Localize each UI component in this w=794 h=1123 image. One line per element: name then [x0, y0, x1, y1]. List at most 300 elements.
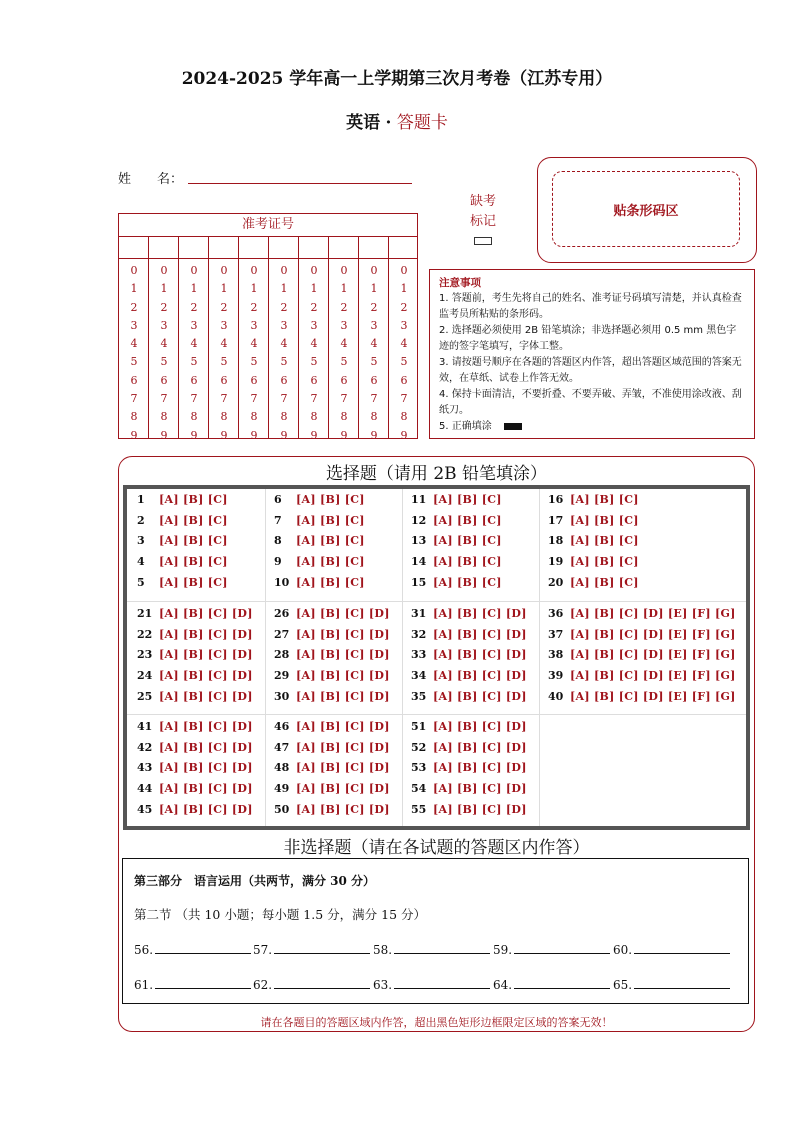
grid-column-divider — [265, 489, 266, 826]
question-number: 46 — [274, 720, 290, 733]
ticket-digit-bubble[interactable]: 3 — [340, 318, 348, 332]
question-row — [548, 576, 639, 589]
question-number: 28 — [274, 648, 290, 662]
ticket-digit-bubble[interactable]: 3 — [370, 318, 378, 332]
notes-title: 注意事项 — [439, 277, 481, 289]
question-row — [411, 782, 527, 795]
question-number: 39 — [548, 669, 564, 683]
question-number: 33 — [411, 648, 427, 662]
card-type-label: 答题卡 — [396, 113, 448, 133]
ticket-digit-bubble[interactable]: 6 — [220, 373, 228, 387]
blank-number: 57. — [253, 943, 273, 957]
question-row — [274, 690, 390, 703]
question-row — [411, 761, 527, 774]
ticket-digit-bubble[interactable]: 0 — [220, 264, 228, 277]
ticket-digit-bubble[interactable]: 1 — [400, 282, 408, 296]
question-number: 52 — [411, 740, 427, 754]
question-number: 29 — [274, 669, 290, 683]
ticket-digit-column — [209, 262, 239, 445]
ticket-digit-bubble[interactable]: 0 — [160, 264, 168, 277]
absent-mark-box[interactable] — [474, 237, 492, 245]
question-row — [548, 534, 639, 547]
ticket-digit-bubble[interactable]: 9 — [250, 428, 258, 442]
ticket-digit-bubble[interactable]: 1 — [310, 282, 318, 296]
question-row — [274, 741, 390, 754]
answer-options[interactable]: [A] [B] [C] [D] — [159, 802, 253, 816]
question-number: 4 — [137, 555, 145, 569]
ticket-digit-bubble[interactable]: 7 — [310, 392, 318, 406]
question-number: 18 — [548, 534, 564, 548]
subject-label: 英语 — [346, 113, 381, 133]
question-row — [137, 669, 253, 682]
blank-number: 58. — [373, 943, 393, 957]
correct-fill-example — [504, 423, 522, 430]
ticket-digit-bubble[interactable]: 8 — [250, 410, 258, 424]
question-row — [548, 690, 736, 703]
question-number: 15 — [411, 575, 427, 589]
ticket-digit-bubble[interactable]: 1 — [190, 282, 198, 296]
footer-warning: 请在各题目的答题区域内作答，超出黑色矩形边框限定区域的答案无效！ — [260, 1016, 613, 1029]
ticket-digit-bubble[interactable]: 8 — [160, 410, 168, 424]
ticket-digit-bubble[interactable]: 6 — [310, 373, 318, 387]
ticket-digit-bubble[interactable]: 4 — [400, 337, 408, 351]
answer-options[interactable]: [A] [B] [C] — [433, 513, 502, 527]
ticket-digit-column — [389, 262, 419, 445]
question-row — [274, 493, 365, 506]
question-row — [274, 576, 365, 589]
answer-options[interactable]: [A] [B] [C] [D] — [159, 761, 253, 775]
answer-options[interactable]: [A] [B] [C] — [159, 493, 228, 506]
ticket-digit-bubble[interactable]: 8 — [130, 410, 138, 424]
ticket-digit-bubble[interactable]: 2 — [370, 300, 378, 314]
section2-heading: 第二节 （共 10 小题；每小题 1.5 分，满分 15 分） — [134, 907, 427, 922]
ticket-digit-bubble[interactable]: 5 — [370, 355, 378, 369]
answer-options[interactable]: [A] [B] [C] [D] — [296, 648, 390, 662]
blank-number: 60. — [613, 943, 633, 957]
answer-options[interactable]: [A] [B] [C] [D] — [296, 669, 390, 683]
question-row — [137, 803, 253, 816]
ticket-digit-column — [359, 262, 389, 445]
answer-options[interactable]: [A] [B] [C] — [570, 575, 639, 589]
ticket-digit-bubble[interactable]: 9 — [280, 428, 288, 442]
ticket-digit-bubble[interactable]: 2 — [400, 300, 408, 314]
ticket-digit-bubble[interactable]: 9 — [400, 428, 408, 442]
ticket-digit-bubble[interactable]: 2 — [160, 300, 168, 314]
answer-options[interactable]: [A] [B] [C] — [570, 534, 639, 548]
answer-options[interactable]: [A] [B] [C] [D] — [433, 648, 527, 662]
ticket-digit-column — [269, 262, 299, 445]
question-number: 12 — [411, 513, 427, 527]
ticket-digit-bubble[interactable]: 9 — [160, 428, 168, 442]
question-number: 36 — [548, 607, 564, 620]
question-row — [548, 555, 639, 568]
answer-options[interactable]: [A] [B] [C] — [296, 575, 365, 589]
ticket-digit-bubble[interactable]: 7 — [400, 392, 408, 406]
ticket-digit-bubble[interactable]: 0 — [340, 264, 348, 277]
ticket-digit-bubble[interactable]: 3 — [190, 318, 198, 332]
grid-row-divider — [127, 601, 746, 602]
ticket-digit-bubble[interactable]: 7 — [340, 392, 348, 406]
question-row — [411, 555, 502, 568]
ticket-digit-bubble[interactable]: 2 — [310, 300, 318, 314]
answer-options[interactable]: [A] [B] [C] — [570, 555, 639, 569]
ticket-digit-bubble[interactable]: 0 — [370, 264, 378, 277]
answer-options[interactable]: [A] [B] [C] [D] [E] [F] [G] — [570, 648, 736, 662]
ticket-digit-bubble[interactable]: 0 — [250, 264, 258, 277]
ticket-digit-bubble[interactable]: 2 — [190, 300, 198, 314]
answer-options[interactable]: [A] [B] [C] — [433, 493, 502, 506]
question-row — [274, 514, 365, 527]
question-number: 35 — [411, 689, 427, 703]
ticket-digit-bubble[interactable]: 8 — [220, 410, 228, 424]
ticket-digit-bubble[interactable]: 4 — [370, 337, 378, 351]
answer-options[interactable]: [A] [B] [C] [D] — [433, 689, 527, 703]
ticket-digit-bubble[interactable]: 7 — [250, 392, 258, 406]
answer-options[interactable]: [A] [B] [C] — [433, 575, 502, 589]
answer-options[interactable]: [A] [B] [C] [D] — [433, 802, 527, 816]
choice-heading: 选择题（请用 2B 铅笔填涂） — [325, 464, 548, 484]
nonchoice-heading: 非选择题（请在各试题的答题区内作答） — [283, 838, 590, 858]
ticket-digit-bubble[interactable]: 3 — [220, 318, 228, 332]
question-row — [137, 607, 253, 620]
ticket-digit-bubble[interactable]: 6 — [370, 373, 378, 387]
answer-options[interactable]: [A] [B] [C] — [296, 513, 365, 527]
ticket-digit-bubble[interactable]: 8 — [340, 410, 348, 424]
blank-number: 61. — [134, 978, 154, 992]
blank-line[interactable] — [155, 941, 251, 954]
notes-box — [429, 269, 755, 439]
ticket-digit-bubble[interactable]: 6 — [160, 373, 168, 387]
ticket-digit-bubble[interactable]: 4 — [340, 337, 348, 351]
blank-line[interactable] — [394, 976, 490, 989]
ticket-digit-bubble[interactable]: 2 — [280, 300, 288, 314]
blank-line[interactable] — [634, 976, 730, 989]
ticket-digit-bubble[interactable]: 3 — [280, 318, 288, 332]
question-row — [274, 803, 390, 816]
question-number: 32 — [411, 627, 427, 641]
ticket-digit-bubble[interactable]: 9 — [220, 428, 228, 442]
answer-options[interactable]: [A] [B] [C] [D] — [159, 648, 253, 662]
ticket-number-grid — [118, 213, 418, 442]
question-number: 49 — [274, 782, 290, 796]
ticket-digit-bubble[interactable]: 0 — [400, 264, 408, 277]
ticket-digit-bubble[interactable]: 5 — [160, 355, 168, 369]
question-row — [137, 741, 253, 754]
grid-column-divider — [539, 489, 540, 826]
ticket-digit-bubble[interactable]: 6 — [130, 373, 138, 387]
ticket-digit-bubble[interactable]: 1 — [340, 282, 348, 296]
answer-options[interactable]: [A] [B] [C] [D] — [296, 802, 390, 816]
answer-options[interactable]: [A] [B] [C] [D] — [159, 720, 253, 733]
question-row — [137, 555, 228, 568]
question-number: 53 — [411, 761, 427, 775]
ticket-digit-bubble[interactable]: 3 — [160, 318, 168, 332]
ticket-digit-bubble[interactable]: 7 — [220, 392, 228, 406]
ticket-digit-bubble[interactable]: 1 — [160, 282, 168, 296]
answer-options[interactable]: [A] [B] [C] [D] — [433, 720, 527, 733]
ticket-digit-bubble[interactable]: 8 — [400, 410, 408, 424]
question-number: 48 — [274, 761, 290, 775]
ticket-digit-bubble[interactable]: 2 — [130, 300, 138, 314]
blank-number: 64. — [493, 978, 513, 992]
ticket-digit-bubble[interactable]: 6 — [280, 373, 288, 387]
ticket-digit-bubble[interactable]: 8 — [310, 410, 318, 424]
question-number: 25 — [137, 689, 153, 703]
answer-blank — [373, 976, 490, 992]
question-number: 23 — [137, 648, 153, 662]
ticket-digit-bubble[interactable]: 4 — [250, 337, 258, 351]
answer-options[interactable]: [A] [B] [C] — [570, 513, 639, 527]
question-number: 41 — [137, 720, 153, 733]
question-row — [274, 534, 365, 547]
question-row — [548, 628, 736, 641]
name-label: 姓 名： — [118, 172, 184, 187]
question-number: 13 — [411, 534, 427, 548]
part3-heading: 第三部分 语言运用（共两节，满分 30 分） — [134, 874, 376, 888]
question-number: 3 — [137, 534, 145, 548]
grid-column-divider — [402, 489, 403, 826]
ticket-digit-bubble[interactable]: 5 — [220, 355, 228, 369]
question-row — [137, 690, 253, 703]
question-row — [137, 628, 253, 641]
blank-line[interactable] — [274, 976, 370, 989]
question-row — [411, 607, 527, 620]
ticket-digit-bubble[interactable]: 1 — [370, 282, 378, 296]
absent-line1: 缺考 — [469, 194, 496, 209]
question-number: 5 — [137, 575, 145, 589]
answer-options[interactable]: [A] [B] [C] [D] — [296, 761, 390, 775]
question-number: 14 — [411, 555, 427, 569]
ticket-digit-bubble[interactable]: 5 — [280, 355, 288, 369]
answer-options[interactable]: [A] [B] [C] — [433, 555, 502, 569]
answer-options[interactable]: [A] [B] [C] — [296, 534, 365, 548]
question-row — [274, 782, 390, 795]
ticket-digit-bubble[interactable]: 0 — [130, 264, 138, 277]
question-number: 54 — [411, 782, 427, 796]
ticket-digit-bubble[interactable]: 3 — [400, 318, 408, 332]
question-number: 47 — [274, 740, 290, 754]
answer-options[interactable]: [A] [B] [C] [D] — [296, 782, 390, 796]
question-row — [274, 720, 390, 733]
question-number: 40 — [548, 689, 564, 703]
ticket-digit-bubble[interactable]: 5 — [400, 355, 408, 369]
ticket-digit-bubble[interactable]: 4 — [130, 337, 138, 351]
question-row — [137, 761, 253, 774]
question-number: 42 — [137, 740, 153, 754]
ticket-digit-bubble[interactable]: 2 — [340, 300, 348, 314]
question-number: 30 — [274, 689, 290, 703]
answer-options[interactable]: [A] [B] [C] — [296, 493, 365, 506]
note-item: 3. 请按题号顺序在各题的答题区内作答，超出答题区域范围的答案无效，在草纸、试卷上作答无效。 — [439, 357, 742, 384]
ticket-digit-bubble[interactable]: 3 — [310, 318, 318, 332]
ticket-digit-column — [149, 262, 179, 445]
ticket-digit-column — [179, 262, 209, 445]
blank-number: 59. — [493, 943, 513, 957]
question-number: 50 — [274, 802, 290, 816]
answer-options[interactable]: [A] [B] [C] [D] — [159, 669, 253, 683]
ticket-digit-bubble[interactable]: 6 — [340, 373, 348, 387]
blank-line[interactable] — [155, 976, 251, 989]
ticket-digit-bubble[interactable]: 4 — [280, 337, 288, 351]
ticket-digit-bubble[interactable]: 5 — [190, 355, 198, 369]
ticket-digit-bubble[interactable]: 7 — [160, 392, 168, 406]
question-row — [548, 607, 736, 620]
answer-options[interactable]: [A] [B] [C] [D] — [433, 669, 527, 683]
answer-options[interactable]: [A] [B] [C] [D] — [433, 782, 527, 796]
question-number: 27 — [274, 627, 290, 641]
question-row — [411, 534, 502, 547]
answer-options[interactable]: [A] [B] [C] [D] — [296, 607, 390, 620]
answer-options[interactable]: [A] [B] [C] [D] [E] [F] [G] — [570, 689, 736, 703]
ticket-digit-bubble[interactable]: 2 — [250, 300, 258, 314]
answer-options[interactable]: [A] [B] [C] — [433, 534, 502, 548]
ticket-digit-bubble[interactable]: 0 — [310, 264, 318, 277]
question-number: 10 — [274, 575, 290, 589]
question-number: 51 — [411, 720, 427, 733]
answer-options[interactable]: [A] [B] [C] — [159, 555, 228, 569]
answer-options[interactable]: [A] [B] [C] [D] [E] [F] [G] — [570, 607, 736, 620]
question-number: 19 — [548, 555, 564, 569]
answer-options[interactable]: [A] [B] [C] [D] — [296, 720, 390, 733]
answer-options[interactable]: [A] [B] [C] [D] — [296, 689, 390, 703]
ticket-digit-bubble[interactable]: 4 — [160, 337, 168, 351]
ticket-digit-bubble[interactable]: 6 — [400, 373, 408, 387]
question-row — [411, 803, 527, 816]
ticket-digit-bubble[interactable]: 6 — [190, 373, 198, 387]
question-row — [411, 669, 527, 682]
answer-options[interactable]: [A] [B] [C] — [159, 575, 228, 589]
ticket-digit-bubble[interactable]: 8 — [190, 410, 198, 424]
question-row — [411, 576, 502, 589]
ticket-digit-bubble[interactable]: 8 — [370, 410, 378, 424]
question-number: 22 — [137, 627, 153, 641]
ticket-digit-bubble[interactable]: 4 — [190, 337, 198, 351]
ticket-digit-bubble[interactable]: 6 — [250, 373, 258, 387]
question-row — [548, 648, 736, 661]
ticket-digit-bubble[interactable]: 7 — [190, 392, 198, 406]
question-row — [274, 628, 390, 641]
ticket-digit-bubble[interactable]: 5 — [250, 355, 258, 369]
blank-line[interactable] — [514, 976, 610, 989]
answer-options[interactable]: [A] [B] [C] — [159, 534, 228, 548]
answer-options[interactable]: [A] [B] [C] [D] — [433, 761, 527, 775]
ticket-digit-bubble[interactable]: 7 — [370, 392, 378, 406]
answer-options[interactable]: [A] [B] [C] [D] — [159, 782, 253, 796]
ticket-digit-bubble[interactable]: 5 — [310, 355, 318, 369]
blank-number: 56. — [134, 943, 154, 957]
ticket-digit-bubble[interactable]: 8 — [280, 410, 288, 424]
ticket-digit-bubble[interactable]: 1 — [280, 282, 288, 296]
answer-options[interactable]: [A] [B] [C] [D] [E] [F] [G] — [570, 669, 736, 683]
ticket-digit-bubble[interactable]: 0 — [280, 264, 288, 277]
answer-blank — [493, 976, 610, 992]
ticket-digit-column — [239, 262, 269, 445]
question-row — [548, 669, 736, 682]
answer-options[interactable]: [A] [B] [C] [D] — [296, 740, 390, 754]
ticket-digit-bubble[interactable]: 2 — [220, 300, 228, 314]
ticket-digit-bubble[interactable]: 9 — [340, 428, 348, 442]
answer-blank — [373, 941, 490, 957]
ticket-digit-bubble[interactable]: 1 — [130, 282, 138, 296]
page-subtitle — [0, 108, 794, 133]
question-row — [137, 534, 228, 547]
grid-row-divider — [127, 714, 746, 715]
question-number: 8 — [274, 534, 282, 548]
answer-options[interactable]: [A] [B] [C] [D] — [296, 627, 390, 641]
blank-line[interactable] — [394, 941, 490, 954]
ticket-digit-bubble[interactable]: 5 — [130, 355, 138, 369]
question-number: 17 — [548, 513, 564, 527]
answer-options[interactable]: [A] [B] [C] [D] — [159, 689, 253, 703]
question-row — [137, 576, 228, 589]
ticket-digit-bubble[interactable]: 0 — [190, 264, 198, 277]
note-item: 2. 选择题必须使用 2B 铅笔填涂；非选择题必须用 0.5 mm 黑色字迹的签字笔填写，字体工整。 — [439, 325, 737, 352]
answer-options[interactable]: [A] [B] [C] — [296, 555, 365, 569]
ticket-digit-bubble[interactable]: 9 — [370, 428, 378, 442]
question-row — [274, 669, 390, 682]
blank-number: 62. — [253, 978, 273, 992]
ticket-digit-bubble[interactable]: 9 — [310, 428, 318, 442]
ticket-digit-bubble[interactable]: 4 — [220, 337, 228, 351]
answer-options[interactable]: [A] [B] [C] [D] — [159, 740, 253, 754]
ticket-digit-bubble[interactable]: 1 — [220, 282, 228, 296]
ticket-digit-bubble[interactable]: 7 — [280, 392, 288, 406]
name-field[interactable] — [188, 183, 412, 184]
ticket-digit-bubble[interactable]: 7 — [130, 392, 138, 406]
question-row — [411, 720, 527, 733]
ticket-digit-column — [119, 262, 149, 445]
blank-line[interactable] — [274, 941, 370, 954]
ticket-digit-bubble[interactable]: 5 — [340, 355, 348, 369]
answer-blank — [134, 941, 251, 957]
question-number: 7 — [274, 513, 282, 527]
ticket-digit-bubble[interactable]: 1 — [250, 282, 258, 296]
ticket-digit-bubble[interactable]: 9 — [130, 428, 138, 442]
question-number: 2 — [137, 513, 145, 527]
question-number: 31 — [411, 607, 427, 620]
question-number: 38 — [548, 648, 564, 662]
answer-options[interactable]: [A] [B] [C] — [570, 493, 639, 506]
ticket-digit-bubble[interactable]: 3 — [130, 318, 138, 332]
blank-line[interactable] — [514, 941, 610, 954]
answer-blank — [253, 941, 370, 957]
ticket-digit-bubble[interactable]: 9 — [190, 428, 198, 442]
question-number: 37 — [548, 627, 564, 641]
question-number: 9 — [274, 555, 282, 569]
answer-options[interactable]: [A] [B] [C] — [159, 513, 228, 527]
answer-blank — [493, 941, 610, 957]
answer-options[interactable]: [A] [B] [C] [D] — [433, 607, 527, 620]
ticket-digit-bubble[interactable]: 3 — [250, 318, 258, 332]
question-number: 45 — [137, 802, 153, 816]
question-row — [411, 741, 527, 754]
answer-options[interactable]: [A] [B] [C] [D] [E] [F] [G] — [570, 627, 736, 641]
blank-line[interactable] — [634, 941, 730, 954]
question-number: 44 — [137, 782, 153, 796]
answer-options[interactable]: [A] [B] [C] [D] — [159, 627, 253, 641]
answer-options[interactable]: [A] [B] [C] [D] — [159, 607, 253, 620]
question-number: 26 — [274, 607, 290, 620]
question-number: 6 — [274, 493, 282, 506]
note-item: 1. 答题前，考生先将自己的姓名、准考证号码填写清楚，并认真检查监考员所粘贴的条形码。 — [439, 293, 742, 320]
question-number: 21 — [137, 607, 153, 620]
ticket-digit-column — [299, 262, 329, 445]
ticket-digit-bubble[interactable]: 4 — [310, 337, 318, 351]
answer-options[interactable]: [A] [B] [C] [D] — [433, 627, 527, 641]
answer-options[interactable]: [A] [B] [C] [D] — [433, 740, 527, 754]
answer-blank — [253, 976, 370, 992]
question-row — [274, 555, 365, 568]
